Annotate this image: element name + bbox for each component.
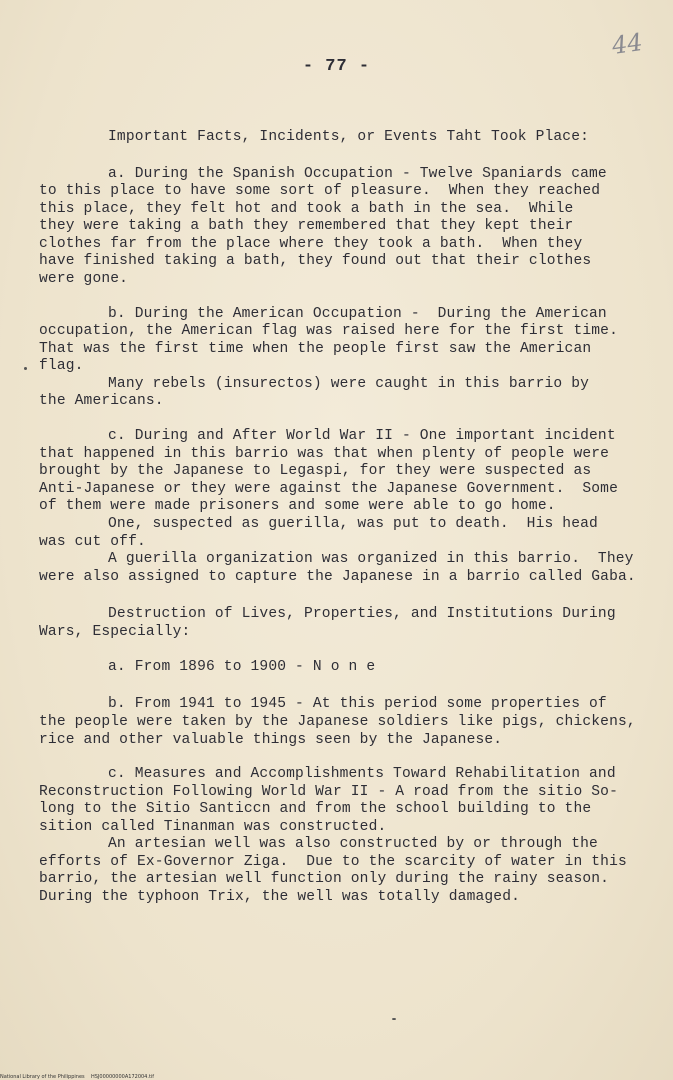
ink-mark bbox=[392, 1018, 396, 1020]
text-line: that happened in this barrio was that when plenty of people were bbox=[39, 446, 610, 462]
text-line: flag. bbox=[39, 358, 84, 374]
text-line: Many rebels (insurectos) were caught in this barrio by bbox=[108, 376, 590, 392]
page-number: - 77 - bbox=[302, 57, 371, 76]
text-line: was cut off. bbox=[39, 534, 146, 550]
text-line: During the typhoon Trix, the well was totally damaged. bbox=[39, 889, 521, 905]
text-line: c. During and After World War II - One important incident bbox=[108, 428, 616, 444]
text-line: c. Measures and Accomplishments Toward Rehabilitation and bbox=[108, 766, 616, 782]
text-line: rice and other valuable things seen by the Japanese. bbox=[39, 732, 503, 748]
text-line: barrio, the artesian well function only during the rainy season. bbox=[39, 871, 610, 887]
text-line: have finished taking a bath, they found out that their clothes bbox=[39, 253, 592, 269]
text-line: a. During the Spanish Occupation - Twelve Spaniards came bbox=[108, 166, 607, 182]
text-line: the Americans. bbox=[39, 393, 164, 409]
text-line: efforts of Ex-Governor Ziga. Due to the scarcity of water in this bbox=[39, 854, 627, 870]
footer-caption: National Library of the Philippines HSJ00000000A172004.tif bbox=[0, 1074, 155, 1080]
text-line: to this place to have some sort of pleasure. When they reached bbox=[39, 183, 601, 199]
section-heading-destruction: Destruction of Lives, Properties, and Institutions During bbox=[108, 606, 616, 622]
text-line: long to the Sitio Santiccn and from the school building to the bbox=[39, 801, 592, 817]
text-line: b. From 1941 to 1945 - At this period some properties of bbox=[108, 696, 607, 712]
text-line: were also assigned to capture the Japanese in a barrio called Gaba. bbox=[39, 569, 636, 585]
text-line: brought by the Japanese to Legaspi, for they were suspected as bbox=[39, 463, 592, 479]
text-line: this place, they felt hot and took a bath in the sea. While bbox=[39, 201, 574, 217]
text-line: That was the first time when the people first saw the American bbox=[39, 341, 592, 357]
text-line: occupation, the American flag was raised here for the first time. bbox=[39, 323, 618, 339]
section-heading-facts: Important Facts, Incidents, or Events Taht Took Place: bbox=[108, 129, 590, 145]
handwritten-page-number: 44 bbox=[610, 28, 645, 60]
text-line: of them were made prisoners and some were able to go home. bbox=[39, 498, 556, 514]
text-line: Anti-Japanese or they were against the Japanese Government. Some bbox=[39, 481, 618, 497]
text-line: they were taking a bath they remembered that they kept their bbox=[39, 218, 574, 234]
text-line: the people were taken by the Japanese soldiers like pigs, chickens, bbox=[39, 714, 636, 730]
ink-mark bbox=[24, 367, 27, 370]
text-line: were gone. bbox=[39, 271, 129, 287]
text-line: One, suspected as guerilla, was put to death. His head bbox=[108, 516, 598, 532]
text-line: sition called Tinanman was constructed. bbox=[39, 819, 387, 835]
text-line: A guerilla organization was organized in this barrio. They bbox=[108, 551, 634, 567]
text-line: An artesian well was also constructed by or through the bbox=[108, 836, 598, 852]
text-line: a. From 1896 to 1900 - N o n e bbox=[108, 659, 376, 675]
text-line: clothes far from the place where they took a bath. When they bbox=[39, 236, 583, 252]
text-line: Reconstruction Following World War II - A road from the sitio So- bbox=[39, 784, 618, 800]
text-line: Wars, Especially: bbox=[39, 624, 191, 640]
text-line: b. During the American Occupation - During the American bbox=[108, 306, 607, 322]
